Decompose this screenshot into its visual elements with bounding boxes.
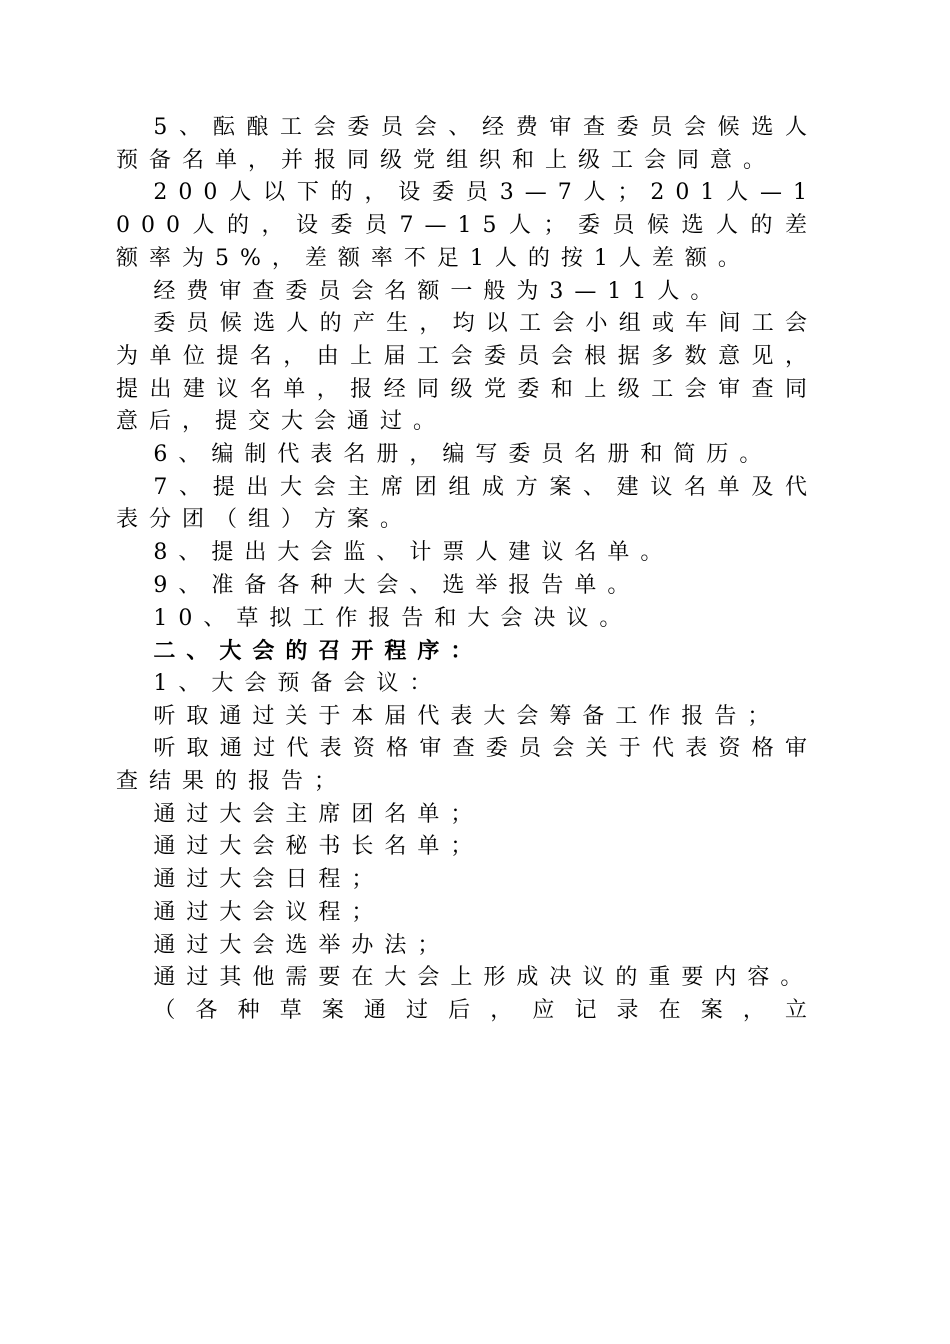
list-item-election-rules: 通过大会选举办法； — [153, 932, 451, 958]
paragraph-candidate-nomination: 委员候选人的产生，均以工会小组或车间工会为单位提名，由上届工会委员会根据多数意见，提出建议名单，报经同级党委和上级工会审查同意后，提交大会通过。 — [116, 311, 818, 435]
list-item-agenda: 通过大会议程； — [153, 899, 385, 925]
paragraph-audit-committee-size: 经费审查委员会名额一般为3—11人。 — [153, 278, 724, 304]
list-item-schedule: 通过大会日程； — [153, 867, 385, 893]
paragraph-item-10: 10、草拟工作报告和大会决议。 — [153, 605, 633, 631]
list-item-secretary-general: 通过大会秘书长名单； — [153, 834, 484, 860]
section-heading: 二、大会的召开程序： — [153, 638, 484, 665]
list-item-credentials-report: 听取通过代表资格审查委员会关于代表资格审查结果的报告； — [116, 736, 818, 795]
paragraph-item-6: 6、编制代表名册，编写委员名册和简历。 — [153, 442, 773, 468]
paragraph-item-7: 7、提出大会主席团组成方案、建议名单及代表分团（组）方案。 — [116, 474, 818, 533]
paragraph-truncated-note: （各种草案通过后，应记录在案，立 — [153, 997, 818, 1023]
paragraph-item-5: 5、酝酿工会委员会、经费审查委员会候选人预备名单，并报同级党组织和上级工会同意。 — [116, 115, 818, 173]
paragraph-item-8: 8、提出大会监、计票人建议名单。 — [153, 540, 674, 566]
list-item-preparation-report: 听取通过关于本届代表大会筹备工作报告； — [153, 703, 781, 729]
list-item-other-resolutions: 通过其他需要在大会上形成决议的重要内容。 — [153, 965, 814, 991]
list-item-presidium: 通过大会主席团名单； — [153, 801, 484, 827]
paragraph-item-9: 9、准备各种大会、选举报告单。 — [153, 572, 641, 598]
subheading-preparatory-meeting: 1、大会预备会议： — [153, 670, 443, 696]
paragraph-committee-size: 200人以下的，设委员3—7人；201人—1000人的，设委员7—15人；委员候选人的差额率为5%，差额率不足1人的按1人差额。 — [116, 180, 818, 271]
body-text — [116, 112, 818, 1028]
